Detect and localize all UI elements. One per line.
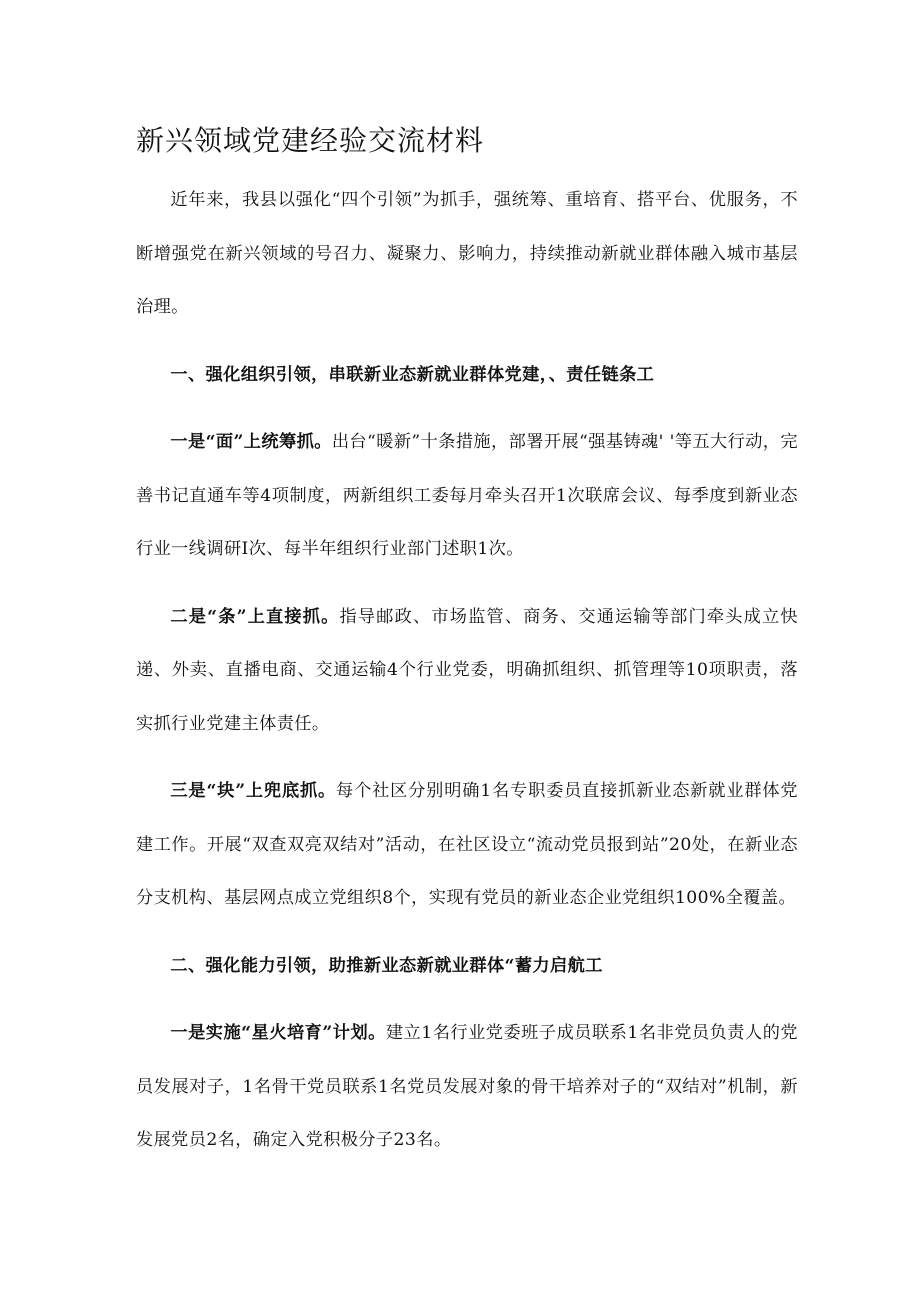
section1-item-2 — [136, 591, 798, 752]
item-text: 每个社区分别明确1名专职委员直接抓新业态新就业群体党建工作。开展“双查双亮双结对”活动，在社区设立“流动党员报到站”20处，在新业态分支机构、基层网点成立党组织8个，实现有党员的新业态企业党组织100%全覆盖。 — [136, 781, 798, 908]
section2-item-1 — [136, 1007, 798, 1168]
item-text: 建立1名行业党委班子成员联系1名非党员负责人的党员发展对子，1名骨干党员联系1名党员发展对象的骨干培养对子的“双结对”机制，新发展党员2名，确定入党积极分子23名。 — [136, 1023, 798, 1150]
section-heading-1: 一、强化组织引领，串联新业态新就业群体党建，、责任链条工 — [170, 364, 655, 385]
item-text: 指导邮政、市场监管、商务、交通运输等部门牵头成立快递、外卖、直播电商、交通运输4个行业党委，明确抓组织、抓管理等10项职责，落实抓行业党建主体责任。 — [136, 606, 798, 734]
intro-paragraph: 近年来，我县以强化“四个引领”为抓手，强统筹、重培育、搭平台、优服务，不断增强党在新兴领域的号召力、凝聚力、影响力，持续推动新就业群体融入城市基层治理。 — [136, 190, 798, 317]
item-lead: 三是“块”上兜底抓。 — [170, 781, 337, 801]
item-text: 出台“暖新”十条措施，部署开展“强基铸魂' '等五大行动，完善书记直通车等4项制度，两新组织工委每月牵头召开1次联席会议、每季度到新业态行业一线调研I次、每半年组织行业部门述职1次。 — [136, 432, 798, 559]
item-lead: 一是实施“星火培育”计划。 — [170, 1023, 386, 1043]
document-title: 新兴领域党建经验交流材料 — [136, 124, 485, 157]
section-heading-2: 二、强化能力引领，助推新业态新就业群体“蓄力启航工 — [170, 955, 603, 976]
section1-item-1 — [136, 416, 798, 577]
item-lead: 一是“面”上统筹抓。 — [170, 432, 332, 452]
section1-item-3 — [136, 765, 798, 926]
document-body — [136, 174, 798, 1168]
item-lead: 二是“条”上直接抓。 — [170, 606, 340, 627]
